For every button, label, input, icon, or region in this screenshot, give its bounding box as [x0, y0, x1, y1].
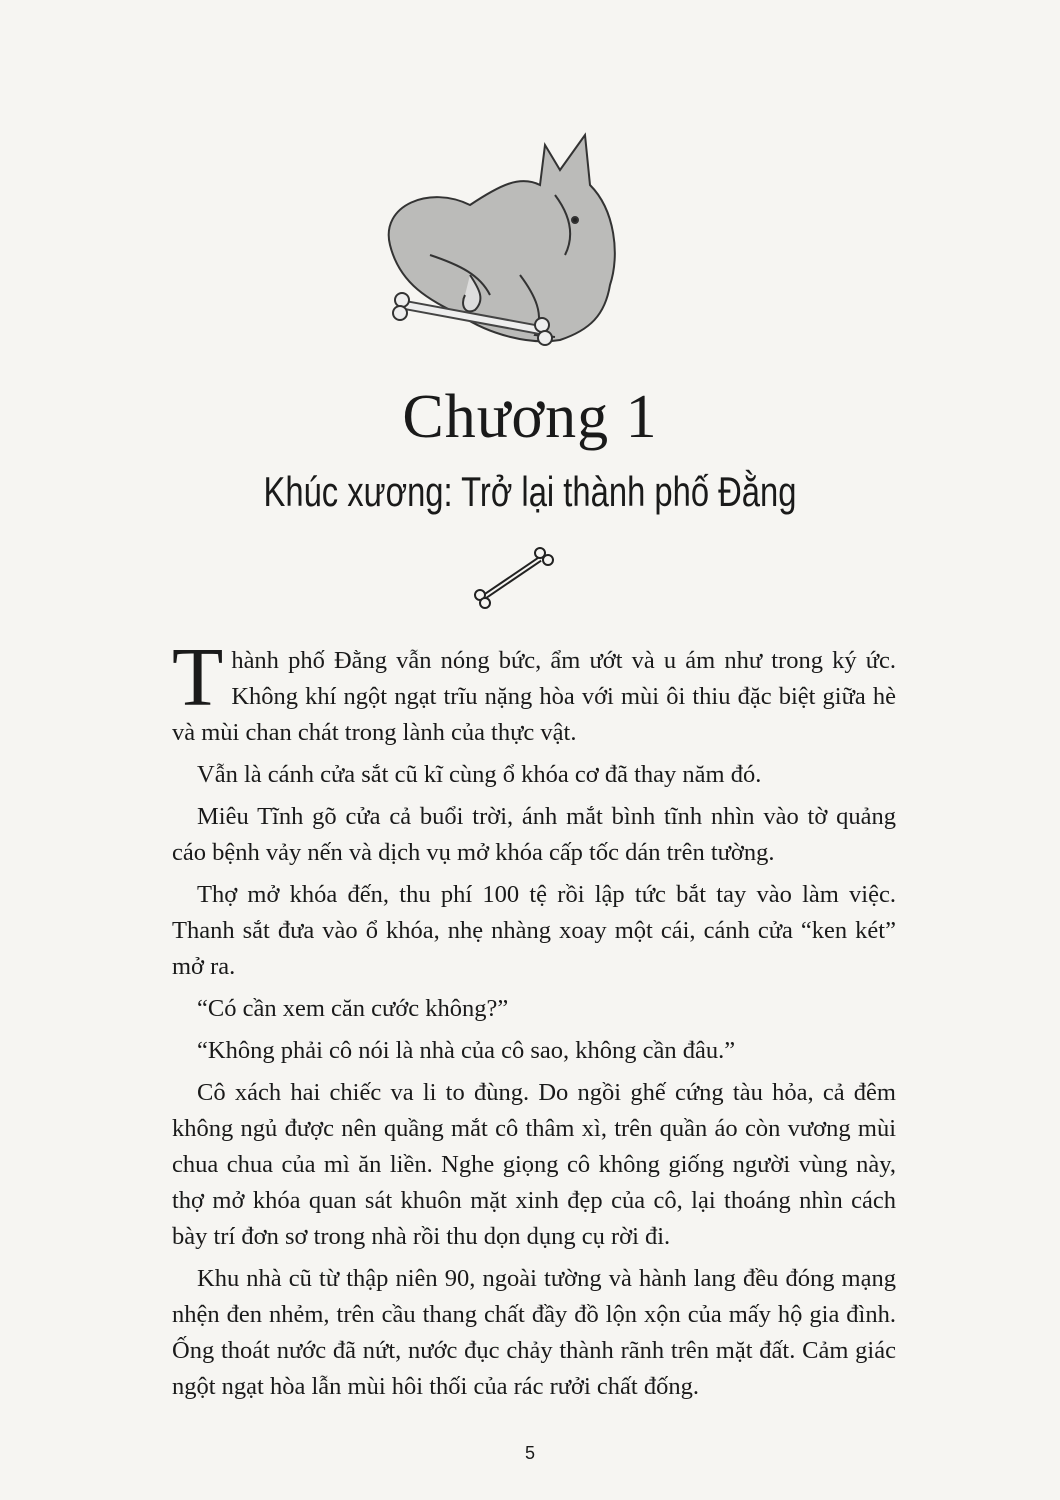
bone-icon — [470, 545, 560, 610]
chapter-title: Chương 1 — [402, 383, 658, 451]
paragraph: Thành phố Đằng vẫn nóng bức, ẩm ướt và u ám như trong ký ức. Không khí ngột ngạt trĩu nặng hòa với mùi ôi thiu đặc biệt giữa hè và mùi chan chát trong lành của thực vật. — [172, 631, 896, 746]
paragraph: “Có cần xem căn cước không?” — [197, 995, 509, 1022]
paragraph: Khu nhà cũ từ thập niên 90, ngoài tường và hành lang đều đóng mạng nhện đen nhẻm, trên cầu thang chất đầy đồ lộn xộn của mấy hộ gia đình. Ống thoát nước đã nứt, nước đục chảy thành rãnh trên mặt đất. Cảm giác ngột ngạt hòa lẫn mùi hôi thối của rác rưởi chất đống. — [172, 1265, 896, 1400]
page-number: 5 — [524, 1443, 535, 1463]
chapter-subtitle: Khúc xương: Trở lại thành phố Đằng — [263, 468, 797, 515]
chapter-body — [172, 631, 896, 1411]
paragraph: Thợ mở khóa đến, thu phí 100 tệ rồi lập tức bắt tay vào làm việc. Thanh sắt đưa vào ổ khóa, nhẹ nhàng xoay một cái, cánh cửa “ken két” mở ra. — [172, 881, 896, 980]
wolf-illustration — [370, 125, 660, 355]
drop-cap: T — [172, 631, 224, 724]
paragraph: Vẫn là cánh cửa sắt cũ kĩ cùng ổ khóa cơ đã thay năm đó. — [197, 761, 762, 788]
paragraph: Miêu Tĩnh gõ cửa cả buổi trời, ánh mắt bình tĩnh nhìn vào tờ quảng cáo bệnh vảy nến và dịch vụ mở khóa cấp tốc dán trên tường. — [172, 803, 896, 866]
paragraph: Cô xách hai chiếc va li to đùng. Do ngồi ghế cứng tàu hỏa, cả đêm không ngủ được nên quầng mắt cô thâm xì, trên quần áo còn vương mùi chua chua của mì ăn liền. Nghe giọng cô không giống người vùng này, thợ mở khóa quan sát khuôn mặt xinh đẹp của cô, lại thoáng nhìn cách bày trí đơn sơ trong nhà rồi thu dọn dụng cụ rời đi. — [172, 1079, 896, 1250]
paragraph: “Không phải cô nói là nhà của cô sao, không cần đâu.” — [197, 1037, 736, 1064]
